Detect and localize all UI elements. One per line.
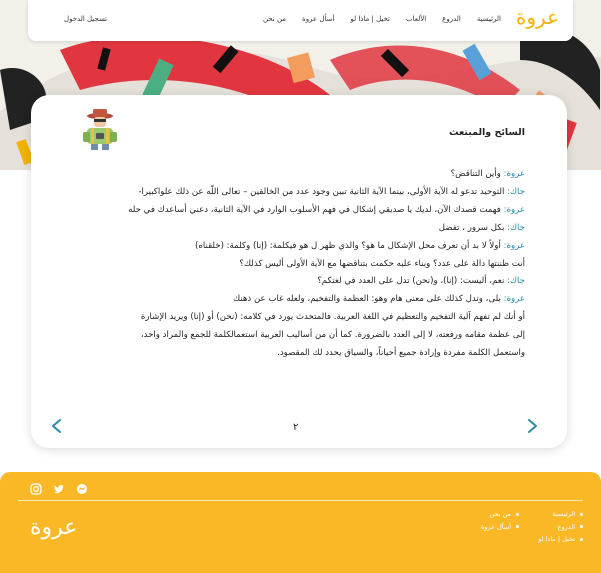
instagram-icon[interactable] bbox=[30, 483, 42, 495]
dialogue-line: جاك: بكل سرور ، تفضل bbox=[438, 222, 525, 233]
dialogue-line: عروة: وأين التناقض؟ bbox=[450, 169, 525, 179]
story-card bbox=[31, 95, 567, 448]
footer-links-col1 bbox=[538, 508, 583, 546]
speaker-label: عروة: bbox=[503, 294, 525, 305]
dialogue-line: جاك: التوحيد تدعو له الآية الأولى، بينما الآية الثانية تبين وجود عدد من الخالقين – تعالى اللّه عن ذلك علواكبيرا- bbox=[138, 186, 525, 197]
footer-link-shields[interactable]: الدروع bbox=[538, 521, 583, 534]
footer-links-col2 bbox=[481, 508, 519, 533]
footer-link-imagine[interactable]: تخيل | ماذا لو bbox=[538, 533, 583, 546]
dialogue-line: أنت ظننتها دالة على عدد؟ وبناء عليه حكمت بتناقضها مع الآية الأولى أليس كذلك؟ bbox=[239, 258, 525, 269]
speaker-label: جاك: bbox=[507, 222, 525, 233]
dialogue-text bbox=[65, 166, 525, 363]
footer-divider bbox=[18, 500, 583, 501]
speaker-label: عروة: bbox=[503, 204, 525, 215]
top-navbar bbox=[28, 0, 573, 41]
login-link[interactable]: تسجيل الدخول bbox=[64, 15, 108, 23]
nav-links bbox=[263, 15, 501, 23]
tourist-avatar-icon bbox=[79, 107, 121, 151]
prev-page-arrow-icon[interactable] bbox=[51, 418, 63, 434]
nav-games[interactable]: الألعاب bbox=[406, 15, 427, 23]
story-title: السائح والمبتعث bbox=[448, 127, 525, 138]
speaker-label: جاك: bbox=[507, 186, 525, 197]
nav-shields[interactable]: الدروع bbox=[442, 15, 461, 23]
nav-home[interactable]: الرئيسية bbox=[476, 15, 501, 23]
next-page-arrow-icon[interactable] bbox=[526, 418, 538, 434]
footer-logo[interactable]: عروة bbox=[30, 515, 78, 540]
site-footer bbox=[0, 472, 601, 573]
speaker-label: عروة: bbox=[503, 240, 525, 251]
social-links bbox=[30, 483, 88, 495]
nav-about[interactable]: من نحن bbox=[262, 15, 287, 23]
speaker-label: جاك: bbox=[507, 276, 525, 287]
messenger-icon[interactable] bbox=[76, 483, 88, 495]
twitter-icon[interactable] bbox=[53, 483, 65, 495]
dialogue-line: عروة: أولاً لا بد أن تعرف محل الإشكال ما هو؟ والذي ظهر ل هو فيكلمة: (إنا) وكلمة: (خلقناه) bbox=[195, 240, 525, 251]
page-number: ٢ bbox=[293, 422, 299, 433]
footer-link-ask-orwa[interactable]: أسأل عروة bbox=[481, 521, 519, 534]
dialogue-line: أو أنك لم تفهم آلية التفخيم والتعظيم في اللغة العربية. فالمتحدث يورد في كلامه: (نحن) أو (إنا) ويريد الإشارة bbox=[140, 312, 525, 323]
footer-link-about[interactable]: من نحن bbox=[481, 508, 519, 521]
dialogue-line: عروة: بلى، وتدل كذلك على معنى هام وهو: العظمة والتفخيم، ولعله غاب عن ذهنك bbox=[233, 294, 525, 305]
dialogue-line: جاك: نعم، أليست: (إنا)، و(نحن) تدل على العدد في لغتكم؟ bbox=[317, 276, 525, 287]
footer-link-home[interactable]: الرئيسية bbox=[538, 508, 583, 521]
nav-ask-orwa[interactable]: أسأل عروة bbox=[302, 15, 335, 23]
nav-imagine[interactable]: تخيل | ماذا لو bbox=[350, 15, 390, 23]
speaker-label: عروة: bbox=[503, 169, 525, 179]
dialogue-line: واستعمل الكلمة مفردة وإرادة جميع أحياناً، والسياق يحدد لك المقصود. bbox=[277, 348, 525, 359]
dialogue-line: إلى عظمة مقامه ورفعته، لا إلى العدد بالضرورة. كما أن من أساليب العربية استعمالكلمة للجمع والمراد واحد، bbox=[140, 330, 525, 341]
dialogue-line: عروة: فهمت قصدك الآن، لديك يا صديقي إشكال في فهم الأسلوب الوارد في الآية الثانية، دعني أساعدك في حله bbox=[128, 204, 525, 215]
brand-logo[interactable]: عروة bbox=[515, 5, 559, 29]
